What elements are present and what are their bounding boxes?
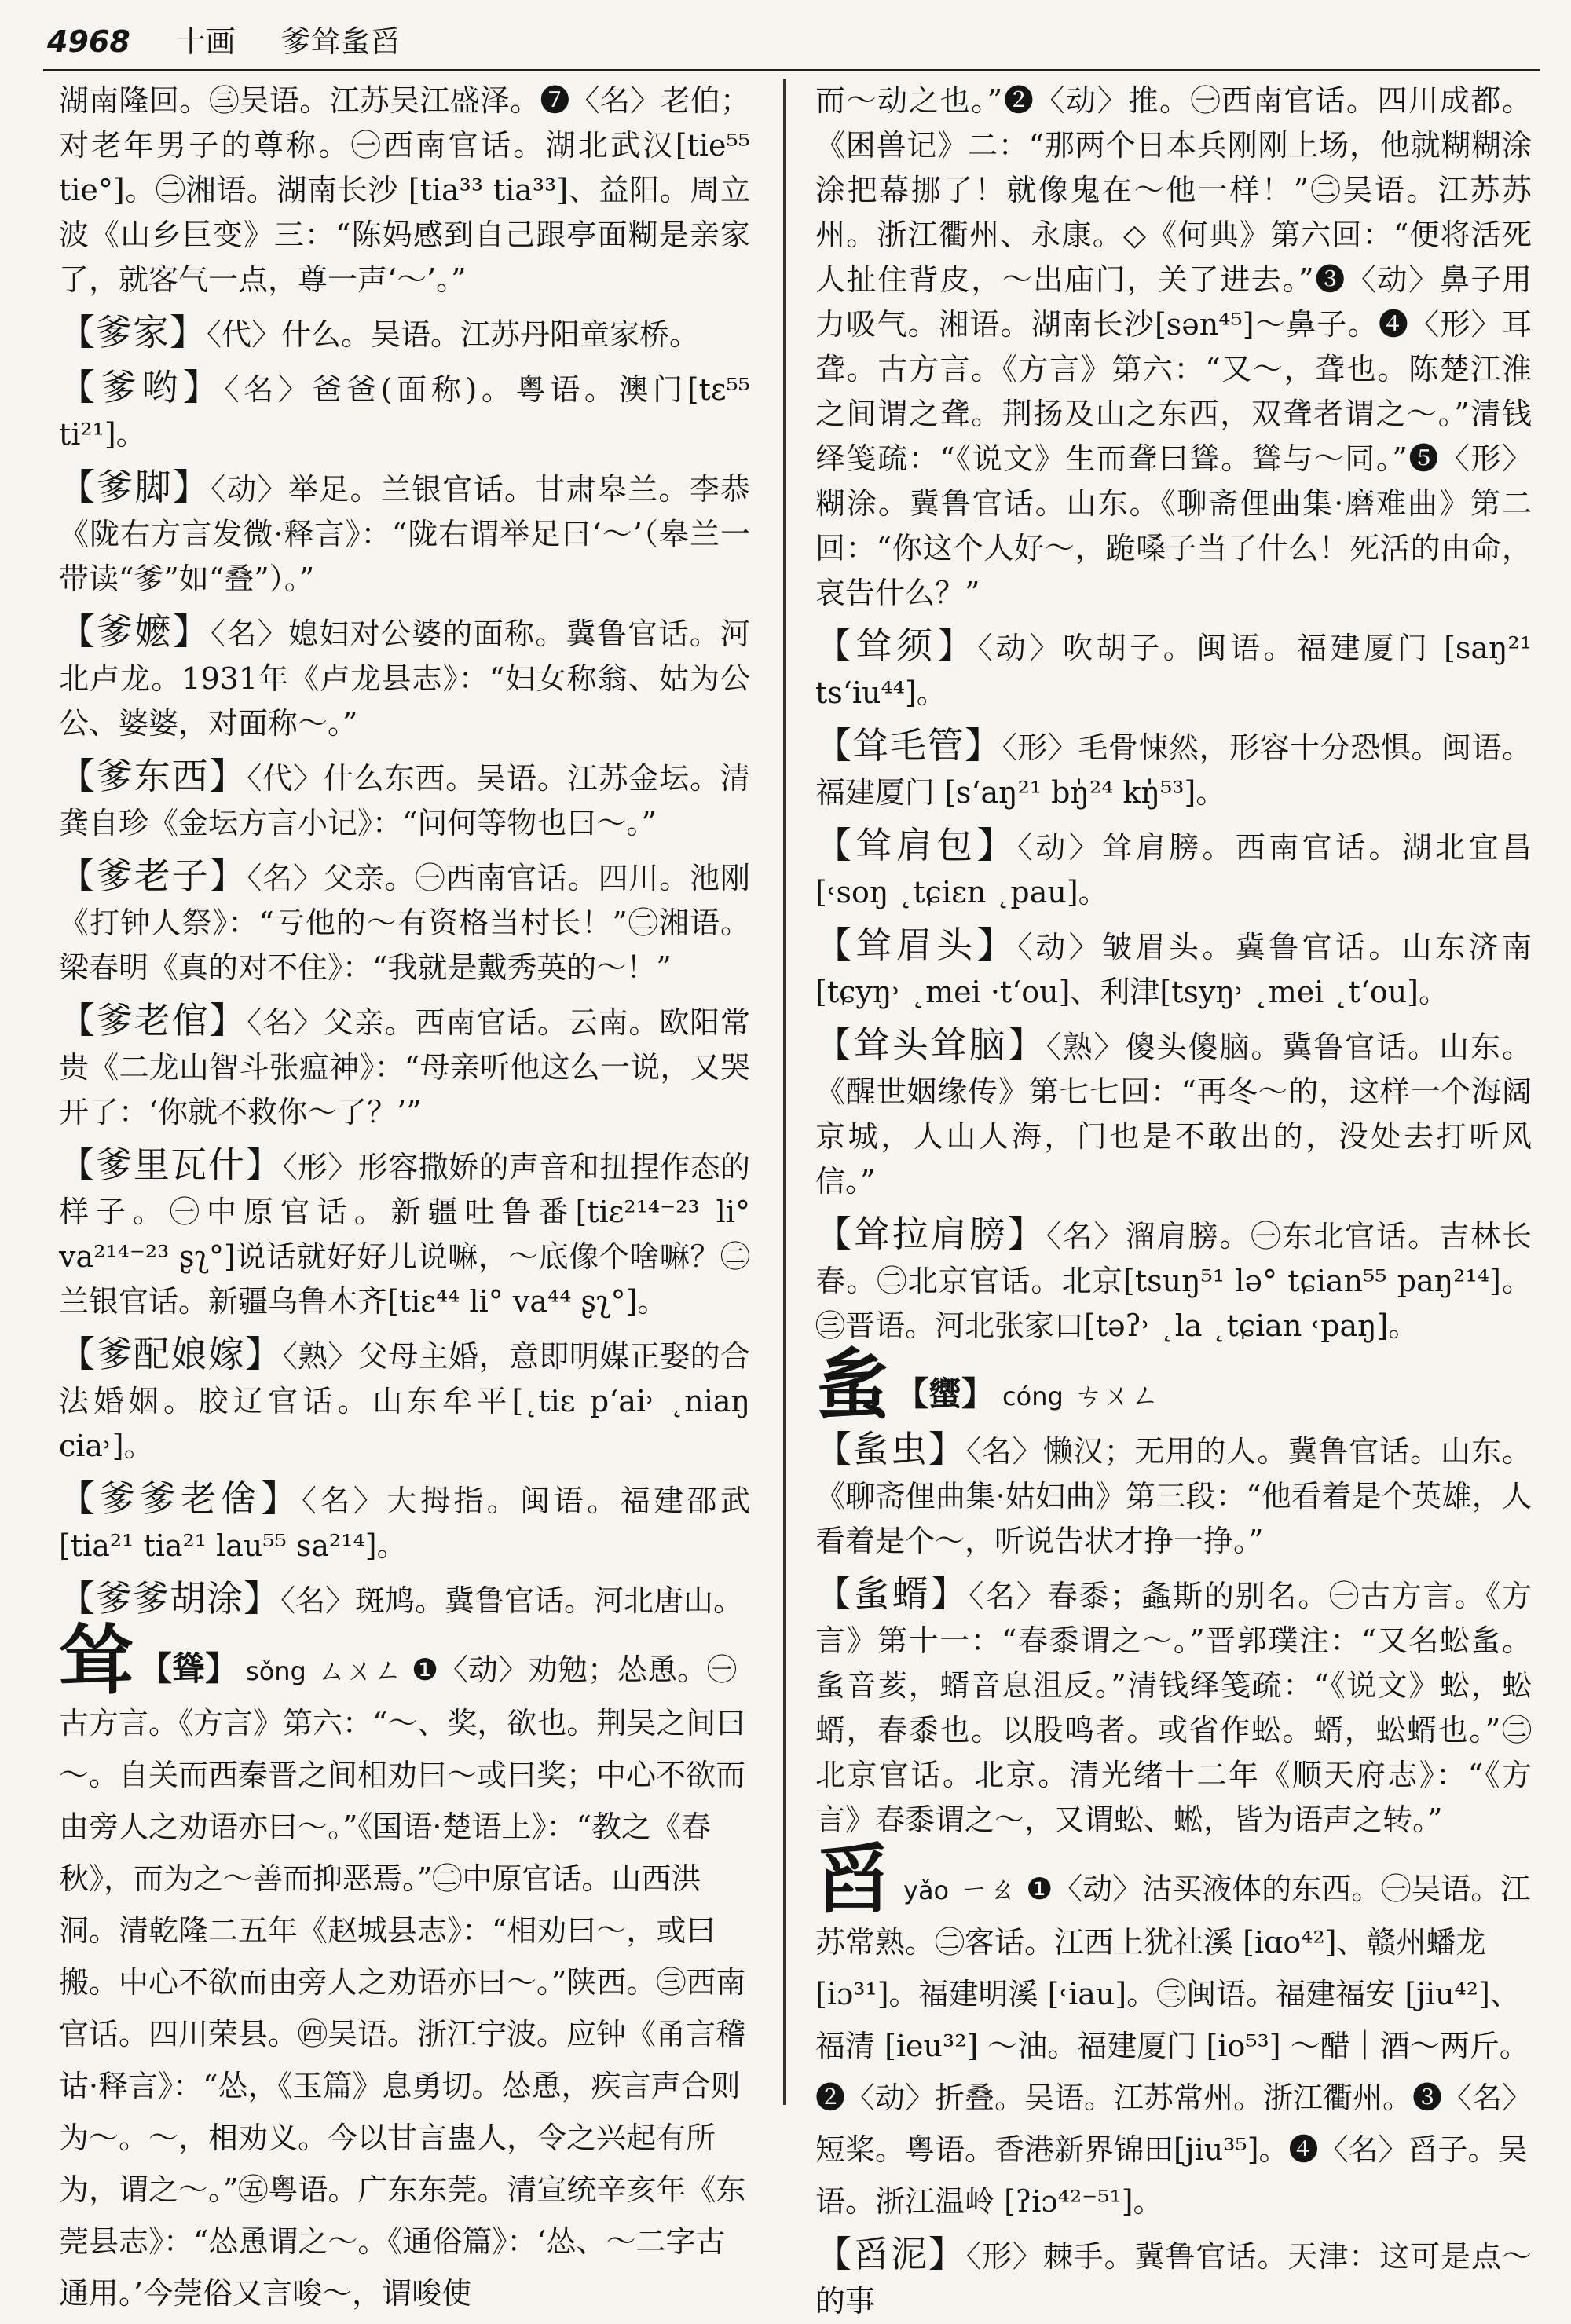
dictionary-entry (815, 624, 1532, 715)
entry-text: 〈形〉棘手。冀鲁官话。天津：这可是点～的事 (815, 2239, 1532, 2319)
dictionary-entry (59, 1477, 750, 1568)
pinyin: cóng (1002, 1382, 1064, 1411)
dictionary-entry (59, 465, 750, 602)
entry-headword: 【爹爹老倽】 (59, 1477, 302, 1520)
entry-headword: 【耸眉头】 (815, 924, 1017, 966)
section-character: 舀 (815, 1835, 891, 1923)
character-section (815, 1341, 1532, 1429)
entry-headword: 【爹老倌】 (59, 999, 247, 1041)
dictionary-entry (59, 310, 750, 357)
entry-text: 〈代〉什么东西。吴语。江苏金坛。清龚自珍《金坛方言小记》：“问何等物也曰～。” (59, 761, 751, 840)
header-rule (43, 69, 1540, 71)
entry-text: 〈名〉斑鸠。冀鲁官话。河北唐山。 (280, 1583, 744, 1618)
zhuyin: ㄙㄨㄥ (317, 1655, 402, 1687)
entry-text: 〈名〉溜肩膀。㊀东北官话。吉林长春。㊁北京官话。北京[tsuŋ⁵¹ lə° tɕian⁵⁵ paŋ²¹⁴]。㊂晋语。河北张家口[təʔ˒ ˛la ˛tɕian ˓paŋ]。 (815, 1219, 1532, 1343)
entry-text: 〈名〉懒汉；无用的人。冀鲁官话。山东。《聊斋俚曲集·姑妇曲》第三段：“他看着是个英雄，人看着是个～，听说告状才挣一挣。” (815, 1434, 1532, 1558)
dictionary-entry (815, 1023, 1532, 1204)
entry-headword: 【舀泥】 (815, 2233, 966, 2275)
zhuyin: ㄘㄨㄥ (1074, 1380, 1159, 1412)
dictionary-entry (815, 823, 1532, 915)
entry-headword: 【爹里瓦什】 (59, 1144, 283, 1186)
dictionary-entry (815, 723, 1532, 815)
entry-text: 〈熟〉傻头傻脑。冀鲁官话。山东。《醒世姻缘传》第七七回：“再冬～的，这样一个海阔京城，人山人海，门也是不敢出的，没处去打听风信。” (815, 1030, 1532, 1199)
traditional-form: 【聳】 (139, 1649, 239, 1688)
entry-text: 湖南隆回。㊂吴语。江苏吴江盛泽。❼〈名〉老伯；对老年男子的尊称。㊀西南官话。湖北武汉[tie⁵⁵ tie°]。㊁湘语。湖南长沙 [tia³³ tia³³]、益阳。周立波《山乡巨变》三：“陈妈感到自己跟亭面糊是亲家了，就客气一点，尊一声‘～’。” (59, 83, 750, 297)
entry-text: 〈动〉举足。兰银官话。甘肃皋兰。李恭《陇右方言发微·释言》：“陇右谓举足曰‘～’（皋兰一带读“爹”如“叠”）。” (59, 472, 750, 596)
entry-text: 〈名〉春黍；螽斯的别名。㊀古方言。《方言》第十一：“春黍谓之～。”晋郭璞注：“又名蚣蚃。蚃音荄，蝑音息沮反。”清钱绎笺疏：“《说文》蚣，蚣蝑，春黍也。以股鸣者。或省作蚣。蝑，蚣蝑也。”㊁北京官话。北京。清光绪十二年《顺天府志》：“《方言》春黍谓之～，又谓蚣、蜙，皆为语声之转。” (815, 1579, 1532, 1837)
traditional-form: 【蠁】 (895, 1374, 995, 1413)
entry-headword: 【蚃虫】 (815, 1428, 966, 1470)
dictionary-entry (59, 1143, 750, 1324)
page-number: 4968 (47, 24, 130, 59)
dictionary-entry (815, 79, 1532, 616)
entry-headword: 【爹脚】 (59, 466, 211, 508)
entry-headword: 【耸头耸脑】 (815, 1023, 1046, 1066)
page-header (47, 17, 1555, 72)
entry-text: 〈动〉皱眉头。冀鲁官话。山东济南[tɕyŋ˒ ˛mei ·tʻou]、利津[tsyŋ˒ ˛mei ˛tʻou]。 (815, 930, 1532, 1009)
column-divider (783, 79, 786, 2105)
right-column (815, 79, 1533, 2319)
entry-text: 〈名〉大拇指。闽语。福建邵武[tia²¹ tia²¹ lau⁵⁵ sa²¹⁴]。 (59, 1484, 750, 1563)
entry-text: 〈形〉毛骨悚然，形容十分恐惧。闽语。福建厦门 [sʻaŋ²¹ bŋ̍²⁴ kŋ̍⁵³]。 (815, 730, 1532, 810)
entry-text: 〈名〉父亲。西南官话。云南。欧阳常贵《二龙山智斗张瘟神》：“母亲听他这么一说，又哭开了：‘你就不救你～了？’” (59, 1005, 751, 1129)
pinyin: yǎo (903, 1876, 950, 1905)
header-characters: 爹耸蚃舀 (280, 24, 401, 59)
entry-text: 而～动之也。”❷〈动〉推。㊀西南官话。四川成都。《困兽记》二：“那两个日本兵刚刚上场，他就糊糊涂涂把幕挪了！就像鬼在～他一样！”㊁吴语。江苏苏州。浙江衢州、永康。◇《何典》第六回：“便将活死人扯住背皮，～出庙门，关了进去。”❸〈动〉鼻子用力吸气。湘语。湖南长沙[sən⁴⁵]～鼻子。❹〈形〉耳聋。古方言。《方言》第六：“又～，聋也。陈楚江淮之间谓之聋。荆扬及山之东西，双聋者谓之～。”清钱绎笺疏：“《说文》生而聋曰聳。聳与～同。”❺〈形〉糊涂。冀鲁官话。山东。《聊斋俚曲集·磨难曲》第二回：“你这个人好～，跪嗓子当了什么！死活的由命，哀告什么？” (815, 83, 1532, 610)
entry-text: 〈名〉媳妇对公婆的面称。冀鲁官话。河北卢龙。1931年《卢龙县志》：“妇女称翁、姑为公公、婆婆，对面称～。” (59, 617, 750, 741)
dictionary-entry (815, 1572, 1532, 1843)
entry-headword: 【耸肩包】 (815, 824, 1017, 866)
entry-headword: 【蚃蝑】 (815, 1572, 969, 1615)
character-section (815, 1835, 1533, 2227)
entry-headword: 【耸须】 (815, 624, 978, 667)
entry-headword: 【爹哟】 (59, 366, 225, 408)
dictionary-entry (59, 1332, 750, 1469)
entry-headword: 【爹家】 (59, 311, 207, 353)
section-text: ❶〈动〉沽买液体的东西。㊀吴语。江苏常熟。㊁客话。江西上犹社溪 [iɑo⁴²]、赣州蟠龙 [iɔ³¹]。福建明溪 [˓iau]。㊂闽语。福建福安 [jiu⁴²]、福清 [ieu³²] ～油。福建厦门 [io⁵³] ～醋｜酒～两斤。❷〈动〉折叠。吴语。江苏常州。浙江衢州。❸〈名〉短桨。粤语。香港新界锦田[jiu³⁵]。❹〈名〉舀子。吴语。浙江温岭 [ʔiɔ⁴²⁻⁵¹]。 (815, 1872, 1533, 2219)
dictionary-entry (815, 923, 1532, 1015)
entry-headword: 【爹爹胡涂】 (59, 1577, 280, 1619)
entry-headword: 【耸拉肩膀】 (815, 1213, 1046, 1255)
dictionary-entry (59, 854, 750, 990)
zhuyin: ㄧㄠ (960, 1874, 1017, 1906)
entry-headword: 【爹嬷】 (59, 610, 211, 653)
entry-headword: 【爹东西】 (59, 755, 247, 797)
dictionary-entry (815, 1427, 1532, 1564)
entry-text: 〈动〉耸肩膀。西南官话。湖北宜昌 [˓soŋ ˛tɕiɛn ˛pau]。 (815, 830, 1532, 909)
entry-text: 〈动〉吹胡子。闽语。福建厦门 [saŋ²¹ tsʻiu⁴⁴]。 (815, 631, 1532, 710)
dictionary-entry (815, 2232, 1532, 2324)
dictionary-entry (59, 1576, 750, 1623)
entry-text: 〈代〉什么。吴语。江苏丹阳童家桥。 (207, 317, 700, 352)
section-text: ❶〈动〉劝勉；怂恿。㊀古方言。《方言》第六：“～、奖，欲也。荆吴之间曰～。自关而西秦晋之间相劝曰～或曰奖；中心不欲而由旁人之劝语亦曰～。”《国语·楚语上》：“教之《春秋》，而为之～善而抑恶焉。”㊁中原官话。山西洪洞。清乾隆二五年《赵城县志》：“相劝曰～，或曰搬。中心不欲而由旁人之劝语亦曰～。”陕西。㊂西南官话。四川荣县。㊃吴语。浙江宁波。应钟《甬言稽诂·释言》：“怂，《玉篇》息勇切。怂恿，疾言声合则为～。～，相劝义。今以甘言蛊人，令之兴起有所为，谓之～。”㊄粤语。广东东莞。清宣统辛亥年《东莞县志》：“怂恿谓之～。《通俗篇》：‘怂、～二字古通用。’今莞俗又言唆～，谓唆使 (59, 1652, 746, 2311)
dictionary-entry (59, 79, 750, 302)
character-section (59, 1616, 750, 2319)
dictionary-entry (59, 998, 750, 1135)
dictionary-entry (815, 1212, 1532, 1349)
entry-headword: 【耸毛管】 (815, 724, 1002, 767)
entry-text: 〈形〉形容撒娇的声音和扭捏作态的样子。㊀中原官话。新疆吐鲁番[tiɛ²¹⁴⁻²³ li° va²¹⁴⁻²³ ʂʅ°]说话就好好儿说嘛，～底像个啥嘛？㊁兰银官话。新疆乌鲁木齐[tiɛ⁴⁴ li° va⁴⁴ ʂʅ°]。 (59, 1150, 750, 1319)
section-character: 耸 (59, 1616, 134, 1704)
pinyin: sǒng (246, 1656, 306, 1686)
left-column (59, 79, 751, 2311)
entry-text: 〈名〉爸爸(面称)。粤语。澳门[tɛ⁵⁵ ti²¹]。 (59, 372, 750, 452)
entry-text: 〈熟〉父母主婚，意即明媒正娶的合法婚姻。胶辽官话。山东牟平[˛tiɛ pʻai˒ ˛niaŋ cia˒]。 (59, 1339, 750, 1463)
section-character: 蚃 (815, 1341, 891, 1429)
entry-headword: 【爹配娘嫁】 (59, 1333, 283, 1375)
dictionary-entry (59, 609, 750, 746)
dictionary-entry (59, 365, 750, 457)
entry-headword: 【爹老子】 (59, 855, 247, 897)
stroke-count: 十画 (175, 24, 236, 59)
entry-text: 〈名〉父亲。㊀西南官话。四川。池刚《打钟人祭》：“亏他的～有资格当村长！”㊁湘语。梁春明《真的对不住》：“我就是戴秀英的～！” (59, 861, 751, 985)
dictionary-entry (59, 754, 750, 846)
